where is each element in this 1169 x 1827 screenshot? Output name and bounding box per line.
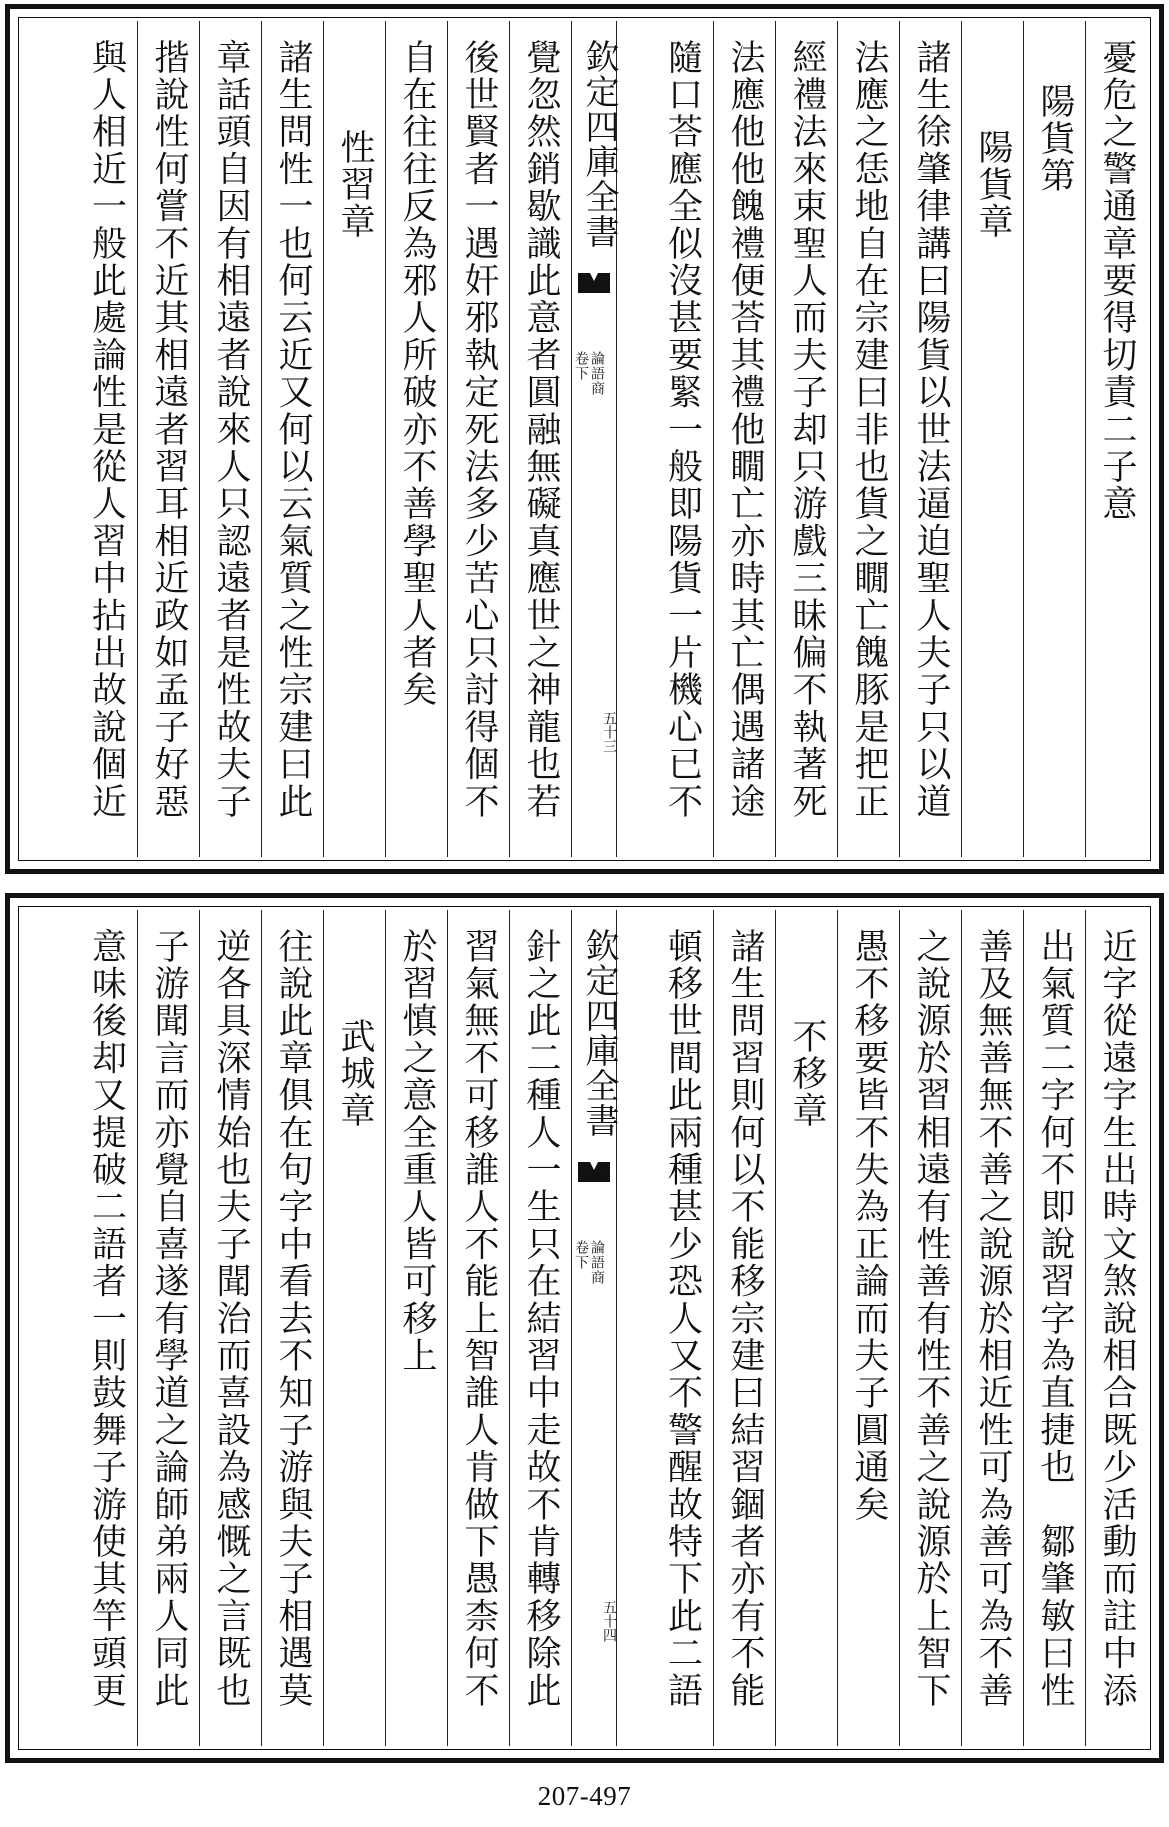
text-column [447, 910, 509, 1746]
text-column [1023, 21, 1085, 857]
text-column [899, 21, 961, 857]
spine-volume: 卷下 [573, 351, 589, 381]
spine-subtitle [574, 1240, 604, 1285]
text-column [323, 910, 385, 1746]
chapter-title: 陽貨章 [973, 129, 1013, 241]
text-column [447, 21, 509, 857]
bottom-right-page [584, 910, 1147, 1746]
spine-book-name: 論語商 [589, 351, 605, 396]
text-column [961, 21, 1023, 857]
body-text-line: 諸生問習則何以不能移宗建曰結習錮者亦有不能 [725, 928, 765, 1710]
text-column [961, 910, 1023, 1746]
text-column [137, 21, 199, 857]
chapter-title: 不移章 [787, 1018, 827, 1130]
text-column [713, 21, 775, 857]
fish-tail-mark-icon [578, 1162, 610, 1182]
body-text-line: 習氣無不可移誰人不能上智誰人肯做下愚柰何不 [459, 928, 499, 1710]
body-text-line: 善及無善無不善之說源於相近性可為善可為不善 [973, 928, 1013, 1710]
body-text-line: 愚不移要皆不失為正論而夫子圓通矣 [849, 928, 889, 1524]
top-left-page [22, 21, 571, 857]
text-column [837, 21, 899, 857]
text-column [775, 910, 837, 1746]
text-column [323, 21, 385, 857]
text-column [75, 21, 137, 857]
body-text-line: 後世賢者一遇奸邪執定死法多少苦心只討得個不 [459, 39, 499, 821]
text-column [261, 21, 323, 857]
text-column [713, 910, 775, 1746]
text-column [509, 910, 571, 1746]
top-center-spine [571, 21, 617, 857]
body-text-line: 諸生問性一也何云近又何以云氣質之性宗建曰此 [273, 39, 313, 821]
spine-subtitle [574, 351, 604, 396]
spine-title: 欽定四庫全書 [579, 39, 619, 249]
spine-page-number: 五十三 [601, 711, 617, 753]
text-column [385, 910, 447, 1746]
text-column [651, 910, 713, 1746]
text-column [261, 910, 323, 1746]
book-title: 陽貨第 [1035, 83, 1075, 195]
fish-tail-mark-icon [578, 273, 610, 293]
body-text-line: 子游聞言而亦覺自喜遂有學道之論師弟兩人同此 [149, 928, 189, 1710]
text-column [1085, 910, 1147, 1746]
text-column [199, 21, 261, 857]
text-column [385, 21, 447, 857]
body-text-line: 法應之恁地自在宗建曰非也貨之瞯亡餽豚是把正 [849, 39, 889, 821]
text-column [137, 910, 199, 1746]
bottom-center-spine [571, 910, 617, 1746]
chapter-title: 武城章 [335, 1018, 375, 1130]
body-text-line: 諸生徐肇律講曰陽貨以世法逼迫聖人夫子只以道 [911, 39, 951, 821]
body-text-line: 於習慎之意全重人皆可移上 [397, 928, 437, 1375]
body-text-line: 覺忽然銷歇識此意者圓融無礙真應世之神龍也若 [521, 39, 561, 821]
text-column [775, 21, 837, 857]
text-column [1023, 910, 1085, 1746]
body-text-line: 針之此二種人一生只在結習中走故不肯轉移除此 [521, 928, 561, 1710]
body-text-line: 意味後却又提破二語者一則鼓舞子游使其竿頭更 [86, 928, 127, 1710]
chapter-heading-line: 憂危之警通章要得切責二子意 [1097, 39, 1137, 523]
body-text-line: 章話頭自因有相遠者說來人只認遠者是性故夫子 [211, 39, 251, 821]
body-text-line: 揩說性何嘗不近其相遠者習耳相近政如孟子好惡 [149, 39, 189, 821]
body-text-line: 與人相近一般此處論性是從人習中拈出故說個近 [86, 39, 127, 821]
spine-volume: 卷下 [573, 1240, 589, 1270]
text-column [837, 910, 899, 1746]
text-column [1085, 21, 1147, 857]
text-column [509, 21, 571, 857]
body-text-line: 自在往往反為邪人所破亦不善學聖人者矣 [397, 39, 437, 709]
body-text-line: 近字從遠字生出時文煞說相合既少活動而註中添 [1097, 928, 1137, 1710]
text-column [75, 910, 137, 1746]
top-right-page [584, 21, 1147, 857]
spine-page-number: 五十四 [601, 1600, 617, 1642]
body-text-line: 頓移世間此兩種甚少恐人又不警醒故特下此二語 [662, 928, 703, 1710]
body-text-line: 隨口荅應全似沒甚要緊一般即陽貨一片機心已不 [662, 39, 703, 821]
body-text-line: 之說源於習相遠有性善有性不善之說源於上智下 [911, 928, 951, 1710]
text-column [899, 910, 961, 1746]
chapter-title: 性習章 [335, 129, 375, 241]
body-text-line: 出氣質二字何不即說習字為直捷也 鄒肇敏曰性 [1035, 928, 1075, 1710]
top-page-spread [5, 4, 1164, 874]
bottom-page-spread [5, 893, 1164, 1763]
spine-book-name: 論語商 [589, 1240, 605, 1285]
text-column [651, 21, 713, 857]
spine-title: 欽定四庫全書 [579, 928, 619, 1138]
body-text-line: 往說此章俱在句字中看去不知子游與夫子相遇莫 [273, 928, 313, 1710]
bottom-left-page [22, 910, 571, 1746]
body-text-line: 經禮法來束聖人而夫子却只游戲三昧偏不執著死 [787, 39, 827, 821]
body-text-line: 法應他他餽禮便荅其禮他瞯亡亦時其亡偶遇諸途 [725, 39, 765, 821]
page-reference: 207-497 [537, 1781, 632, 1811]
text-column [199, 910, 261, 1746]
body-text-line: 逆各具深情始也夫子聞治而喜設為感慨之言既也 [211, 928, 251, 1710]
